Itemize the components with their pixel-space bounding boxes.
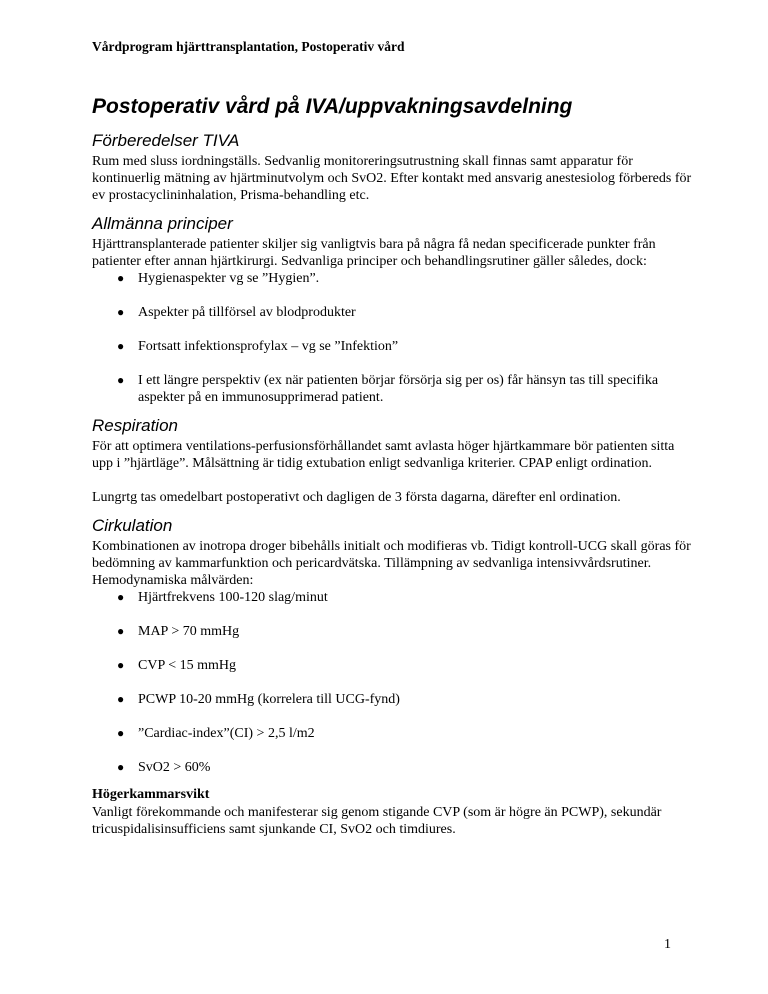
bullet-icon: ●	[117, 339, 125, 353]
paragraph: Kombinationen av inotropa droger bibehålls initialt och modifieras vb. Tidigt kontroll-UCG skall göras för bedömning av kammarfunktion och pericardvätska. Tillämpning av sedvanliga intensivvårdsrutiner.	[92, 539, 691, 571]
paragraph: Lungrtg tas omedelbart postoperativt och dagligen de 3 första dagarna, därefter enl ordination.	[92, 490, 621, 505]
bullet-icon: ●	[117, 305, 125, 319]
running-header: Vårdprogram hjärttransplantation, Postoperativ vård	[92, 39, 405, 54]
section-heading-allmanna-principer: Allmänna principer	[92, 214, 233, 233]
bullet-icon: ●	[117, 271, 125, 285]
list-item-text: Hjärtfrekvens 100-120 slag/minut	[138, 590, 328, 605]
page-content	[92, 94, 692, 838]
bullet-icon: ●	[117, 658, 125, 672]
list-item-text: Aspekter på tillförsel av blodprodukter	[138, 305, 356, 320]
bullet-icon: ●	[117, 692, 125, 706]
bullet-icon: ●	[117, 624, 125, 638]
paragraph: För att optimera ventilations-perfusionsförhållandet samt avlasta höger hjärtkammare bör patienten sitta upp i ”hjärtläge”. Målsättning är tidig extubation enligt sedvanliga kriterier. CPAP enligt ordination.	[92, 439, 675, 471]
paragraph: Hjärttransplanterade patienter skiljer sig vanligtvis bara på några få nedan specificerade punkter från patienter efter annan hjärtkirurgi. Sedvanliga principer och behandlingsrutiner gäller således, dock:	[92, 237, 656, 269]
list-item-text: Fortsatt infektionsprofylax – vg se ”Infektion”	[138, 339, 399, 354]
bullet-list-hemodynamic-targets	[92, 589, 692, 776]
list-item	[92, 304, 692, 321]
list-item	[92, 759, 692, 776]
section-heading-cirkulation: Cirkulation	[92, 516, 173, 535]
bullet-icon: ●	[117, 373, 125, 387]
list-item	[92, 589, 692, 606]
bullet-icon: ●	[117, 760, 125, 774]
bullet-icon: ●	[117, 726, 125, 740]
list-item-text: SvO2 > 60%	[138, 760, 211, 775]
page-title: Postoperativ vård på IVA/uppvakningsavdelning	[92, 95, 573, 118]
list-item	[92, 338, 692, 355]
subsection-heading-hogerkammarsvikt: Högerkammarsvikt	[92, 787, 210, 802]
list-item-text: CVP < 15 mmHg	[138, 658, 236, 673]
list-item	[92, 725, 692, 742]
bullet-list-principles	[92, 270, 692, 406]
list-item	[92, 270, 692, 287]
list-item-text: MAP > 70 mmHg	[138, 624, 240, 639]
section-heading-respiration: Respiration	[92, 416, 178, 435]
list-item	[92, 623, 692, 640]
paragraph: Rum med sluss iordningställs. Sedvanlig monitoreringsutrustning skall finnas samt apparatur för kontinuerlig mätning av hjärtminutvolym och SvO2. Efter kontakt med ansvarig anestesiolog förbereds för ev prostacyclininhalation, Prisma-behandling etc.	[92, 154, 692, 203]
list-item-text: I ett längre perspektiv (ex när patienten börjar försörja sig per os) får hänsyn tas till specifika aspekter på en immunosupprimerad patient.	[138, 373, 659, 405]
paragraph: Vanligt förekommande och manifesterar sig genom stigande CVP (som är högre än PCWP), sekundär tricuspidalisinsufficiens samt sjunkande CI, SvO2 och timdiures.	[92, 805, 662, 837]
paragraph: Hemodynamiska målvärden:	[92, 573, 254, 588]
list-item-text: ”Cardiac-index”(CI) > 2,5 l/m2	[138, 726, 315, 741]
list-item	[92, 372, 692, 406]
page-number: 1	[664, 937, 671, 952]
list-item-text: Hygienaspekter vg se ”Hygien”.	[138, 271, 320, 286]
bullet-icon: ●	[117, 590, 125, 604]
list-item	[92, 657, 692, 674]
section-heading-forberedelser: Förberedelser TIVA	[92, 131, 240, 150]
list-item-text: PCWP 10-20 mmHg (korrelera till UCG-fynd)	[138, 692, 400, 707]
list-item	[92, 691, 692, 708]
